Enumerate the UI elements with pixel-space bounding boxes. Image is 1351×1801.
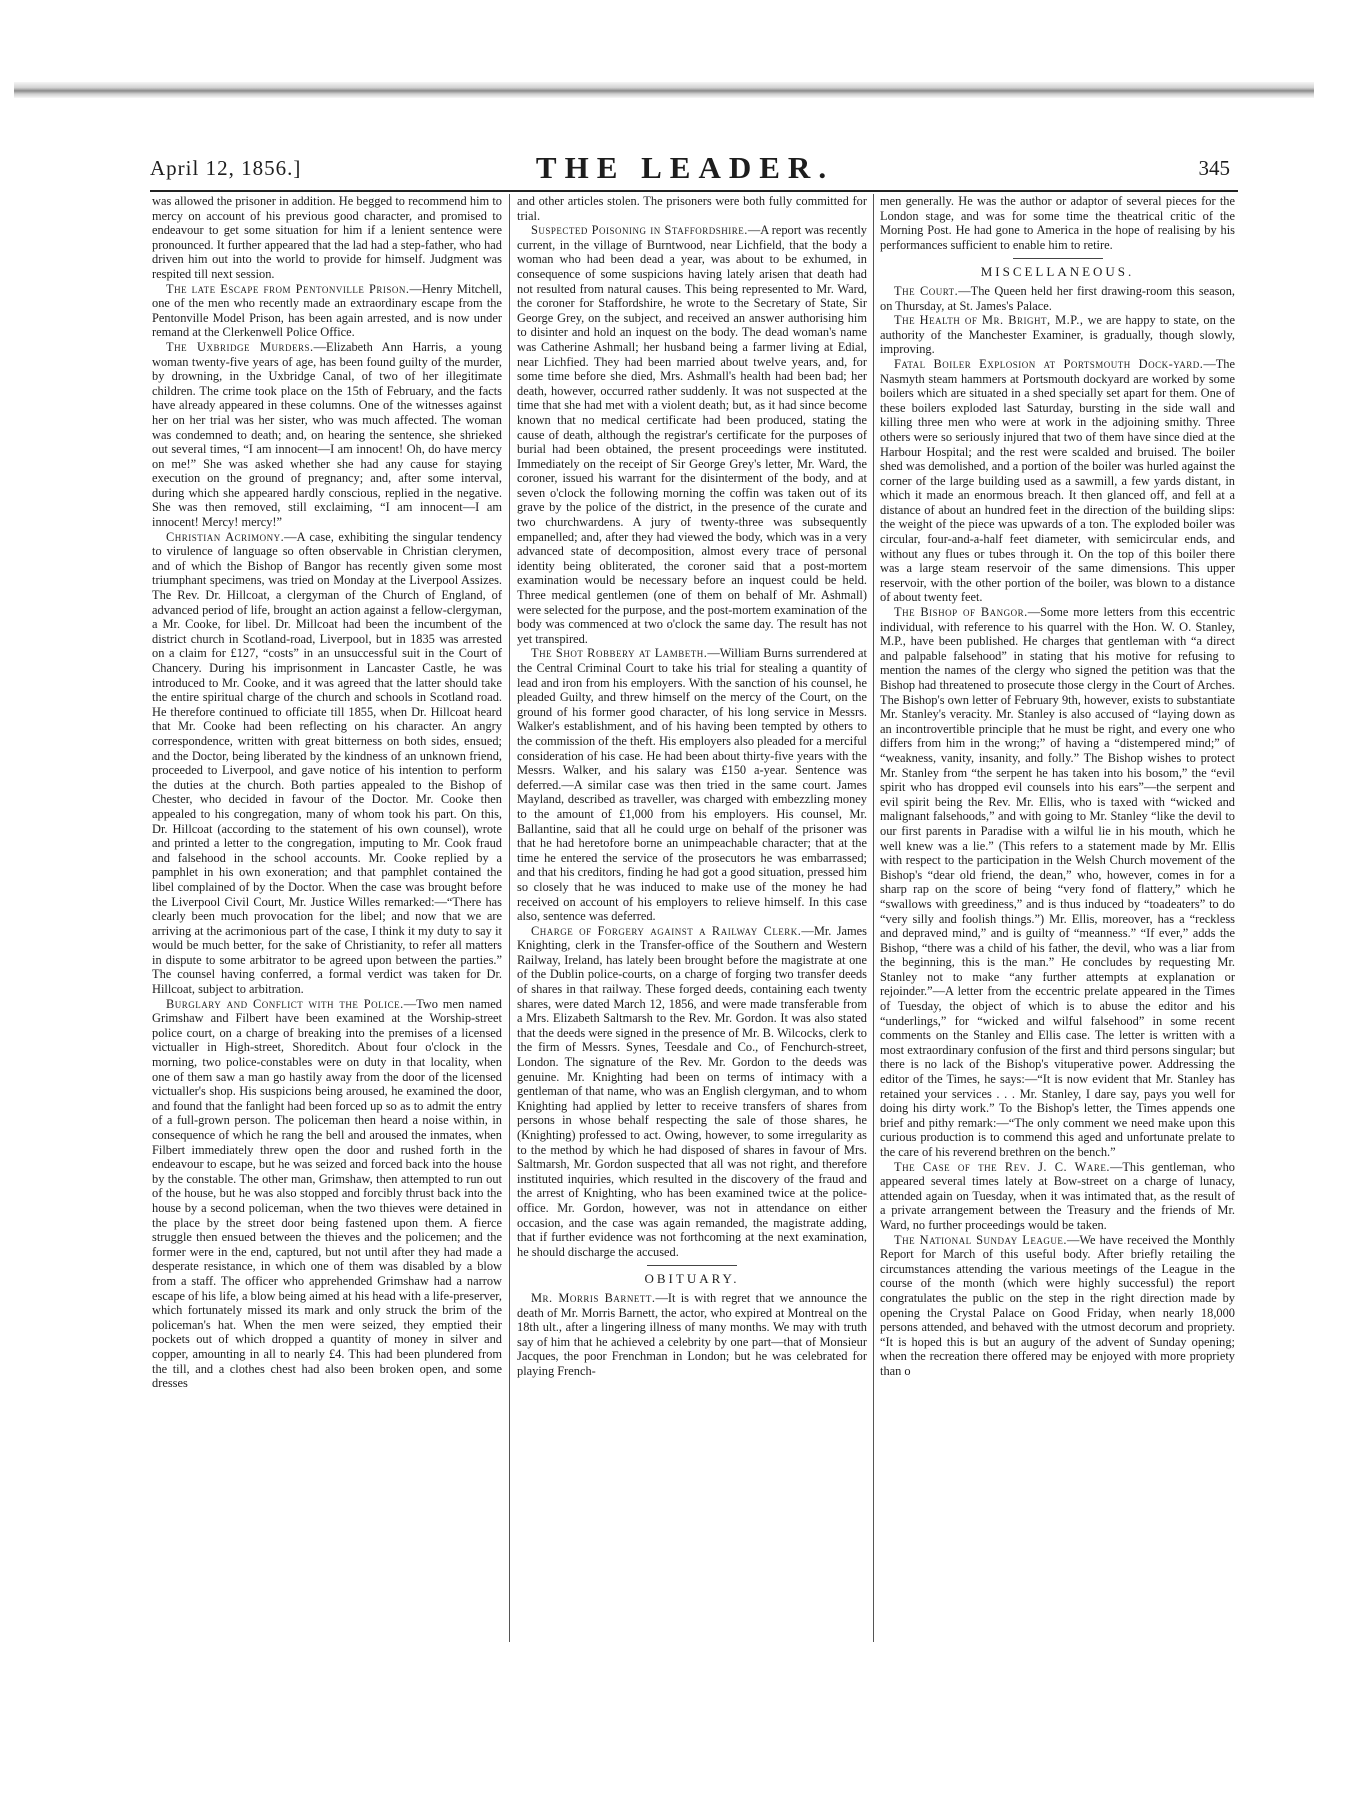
- article-heading: The Bishop of Bangor.: [894, 605, 1028, 620]
- article-paragraph: [517, 646, 867, 923]
- article-text: —Elizabeth Ann Harris, a young woman twenty-five years of age, has been found guilty of the murder, by drowning, in the Uxbridge Canal, of two of her illegitimate children. The crime took place on the 15th of February, and the facts have already appeared in these columns. One of the witnesses against her on her trial was her sister, who was much affected. The woman was condemned to death; and, on hearing the sentence, she shrieked out several times, “I am innocent—I am innocent! Oh, do have mercy on me!” She was asked whether she had any cause for staying execution on the ground of pregnancy; and, after some interval, during which she appeared hardly conscious, replied in the negative. She was then removed, still exclaiming, “I am innocent—I am innocent! Mercy! mercy!”: [152, 339, 502, 530]
- article-paragraph: [880, 313, 1235, 357]
- article-paragraph: and other articles stolen. The prisoners were both fully committed for trial.: [517, 194, 867, 223]
- article-text: —Henry Mitchell, one of the men who recently made an extraordinary escape from the Pentonville Model Prison, has been again arrested, and is now under remand at the Clerkenwell Police Office.: [152, 281, 502, 340]
- miscellaneous-heading: MISCELLANEOUS.: [980, 264, 1135, 280]
- page-number: 345: [1198, 156, 1230, 180]
- column-2: [517, 194, 867, 1644]
- column-divider: [873, 194, 874, 1642]
- column-3: [880, 194, 1235, 1644]
- article-heading: Burglary and Conflict with the Police.: [166, 996, 404, 1011]
- column-divider: [509, 194, 510, 1642]
- article-text: —Mr. James Knighting, clerk in the Transfer-office of the Southern and Western Railway, Ireland, has lately been brought before the magistrate at one of the Dublin police-courts, on a charge of forging two transfer deeds of shares in that railway. These forged deeds, containing each twenty shares, were dated March 12, 1856, and were made transferable from a Mrs. Elizabeth Saltmarsh to the Rev. Mr. Gordon. It was also stated that the deeds were signed in the presence of Mr. B. Wilcocks, clerk to the firm of Messrs. Synes, Teesdale and Co., of Fenchurch-street, London. The signature of the Rev. Mr. Gordon to the deeds was genuine. Mr. Knighting had been on terms of intimacy with a gentleman of that name, who was an English clergyman, and to whom Knighting had applied by letter to receive transfers of shares from persons in whose behalf respecting the sale of those shares, he (Knighting) professed to act. Owing, however, to some irregularity as to the method by which he had disposed of shares in favour of Mrs. Saltmarsh, Mr. Gordon suspected that all was not right, and therefore instituted inquiries, which resulted in the discovery of the fraud and the arrest of Knighting, who has been examined twice at the police-office. Mr. Gordon, however, was not in attendance on either occasion, and the case was again remanded, the magistrate adding, that if further evidence was not forthcoming at the next examination, he should discharge the accused.: [517, 923, 867, 1259]
- article-text: —William Burns surrendered at the Central Criminal Court to take his trial for stealing a quantity of lead and iron from his employers. With the sanction of his counsel, he pleaded Guilty, and threw himself on the mercy of the Court, on the ground of his former good character, of his long service in Messrs. Walker's establishment, and of his having been tempted by others to the commission of the theft. His employers also pleaded for a merciful consideration of his case. He had been about thirty-five years with the Messrs. Walker, and his salary was £150 a-year. Sentence was deferred.—A similar case was then tried in the same court. James Mayland, described as traveller, was charged with embezzling money to the amount of £1,000 from his employers. His counsel, Mr. Ballantine, said that all he could urge on behalf of the prisoner was that he had heretofore borne an unimpeachable character; that at the time he entered the service of the prosecutors he was embarrassed; and that his creditors, finding he had got a good situation, pressed him so closely that he was induced to make use of the money he had received on account of his employers to relieve himself. In this case also, sentence was deferred.: [517, 646, 867, 924]
- article-heading: The Uxbridge Murders.: [166, 339, 314, 354]
- article-heading: The National Sunday League.: [894, 1232, 1067, 1247]
- obituary-heading: OBITUARY.: [644, 1271, 740, 1287]
- article-paragraph: men generally. He was the author or adaptor of several pieces for the London stage, and was for some time the theatrical critic of the Morning Post. He had gone to America in the hope of realising by his performances sufficient to enable him to retire.: [880, 194, 1235, 252]
- article-paragraph: [517, 1291, 867, 1379]
- issue-date: April 12, 1856.]: [150, 156, 302, 180]
- newspaper-title: THE LEADER.: [535, 150, 835, 185]
- article-text: —A case, exhibiting the singular tendency to virulence of language so often observable in Christian clerymen, and of which the Bishop of Bangor has recently given some most triumphant specimens, was tried on Monday at the Liverpool Assizes. The Rev. Dr. Hillcoat, a clergyman of the Church of England, of advanced period of life, brought an action against a fellow-clergyman, a Mr. Cooke, for libel. Dr. Millcoat had been the incumbent of the district church in Scotland-road, Liverpool, but in 1835 was arrested on a claim for £127, “costs” in an unsuccessful suit in the Court of Chancery. During his imprisonment in Lancaster Castle, he was introduced to Mr. Cooke, and it was agreed that the latter should take the entire spiritual charge of the church and schools in Scotland road. He therefore continued to officiate till 1855, when Dr. Hillcoat heard that Mr. Cooke had been reflecting on his character. An angry correspondence, written with great bitterness on both sides, ensued; and the Doctor, being liberated by the kindness of an unknown friend, proceeded to Liverpool, and gave notice of his intention to perform the duties at the church. Both parties appealed to the Bishop of Chester, who decided in favour of the Doctor. Mr. Cooke then appealed to his congregation, many of whom took his part. On this, Dr. Hillcoat (according to the statement of his own counsel), wrote and printed a letter to the congregation, imputing to Mr. Cook fraud and falsehood in the school accounts. Mr. Cooke replied by a pamphlet in his own exoneration; and that pamphlet contained the libel complained of by the Doctor. When the case was brought before the Liverpool Civil Court, Mr. Justice Willes remarked:—“There has clearly been much provocation for the libel; and now that we are arriving at the acrimonious part of the case, I think it my duty to say it would be much better, for the sake of Christianity, to refer all matters in dispute to some arbitrator to be agreed upon between the parties.” The counsel having conferred, a formal verdict was taken for Dr. Hillcoat, subject to arbitration.: [152, 529, 502, 997]
- article-text: —We have received the Monthly Report for March of this useful body. After briefly retailing the circumstances attending the various meetings of the League in the course of the month (which were highly successful) the report congratulates the public on the step in the right direction made by opening the Crystal Palace on Good Friday, when nearly 18,000 persons attended, and behaved with the utmost decorum and propriety. “It is hoped this is but an augury of the advent of Sunday opening; when the recreation there offered may be enjoyed with more propriety than o: [880, 1232, 1235, 1378]
- article-heading: The Court.: [894, 283, 959, 298]
- article-paragraph: [152, 340, 502, 530]
- article-heading: Christian Acrimony.: [166, 529, 285, 544]
- column-1: [152, 194, 502, 1644]
- article-paragraph: [880, 1233, 1235, 1379]
- article-paragraph: [517, 924, 867, 1260]
- article-text: —This gentleman, who appeared several times lately at Bow-street on a charge of lunacy, attended again on Tuesday, when it was intimated that, as the result of a private arrangement between the Treasury and the friends of Mr. Ward, no further proceedings would be taken.: [880, 1159, 1235, 1232]
- article-paragraph: [152, 997, 502, 1391]
- article-paragraph: [880, 605, 1235, 1160]
- article-paragraph: [517, 223, 867, 646]
- masthead-rule: [150, 190, 1238, 192]
- article-paragraph: [152, 282, 502, 340]
- masthead: [150, 150, 1238, 190]
- article-heading: Charge of Forgery against a Railway Clerk.: [531, 923, 802, 938]
- article-text: —The Queen held her first drawing-room this season, on Thursday, at St. James's Palace.: [880, 283, 1235, 313]
- section-rule: [647, 1265, 737, 1266]
- article-heading: Fatal Boiler Explosion at Portsmouth Dock-yard.: [894, 356, 1204, 371]
- article-paragraph: [152, 530, 502, 997]
- article-heading: The late Escape from Pentonville Prison.: [166, 281, 410, 296]
- article-text: we are happy to state, on the authority of the Manchester Examiner, is gradually, though slowly, improving.: [880, 313, 1235, 357]
- section-rule: [1013, 258, 1103, 259]
- article-text: —It is with regret that we announce the death of Mr. Morris Barnett, the actor, who expired at Montreal on the 18th ult., after a lingering illness of many months. We may with truth say of him that he achieved a celebrity by one part—that of Monsieur Jacques, the poor Frenchman in London; but he was celebrated for playing French-: [517, 1290, 867, 1378]
- article-text: —Some more letters from this eccentric individual, with reference to his quarrel with the Hon. W. O. Stanley, M.P., have been published. He charges that gentleman with “a direct and palpable falsehood” in stating that his motive for refusing to mention the names of the clergy who signed the petition was that the Bishop had threatened to prosecute those clergy in the Court of Arches. The Bishop's own letter of February 9th, however, exists to substantiate Mr. Stanley's veracity. Mr. Stanley is also accused of “laying down as an incontrovertible principle that he must be right, and every one who differs from him in the wrong;” of having a “distempered mind;” of “weakness, vanity, insanity, and folly.” The Bishop wishes to protect Mr. Stanley from “the serpent he has taken into his bosom,” the “evil spirit who has dropped evil counsels into his ears”—the serpent and evil spirit being the Rev. Mr. Ellis, who is taxed with “wicked and malignant falsehoods,” and with going to Mr. Stanley “like the devil to our first parents in Paradise with a wilful lie in his mouth, which he well knew was a lie.” (This refers to a statement made by Mr. Ellis with respect to the participation in the Welsh Church movement of the Bishop's “dear old friend, the dean,” who, however, comes in for a sharp rap on the score of being “very fond of flattery,” which he “swallows with greediness,” and is thus induced by “toadeaters” to do “very silly and foolish things.”) Mr. Ellis, moreover, has a “reckless and depraved mind,” and is guilty of “meanness.” “If ever,” adds the Bishop, “there was a child of his father, the devil, who was a liar from the beginning, this is the man.” He concludes by requesting Mr. Stanley not to make “any further attempts at explanation or rejoinder.”—A letter from the eccentric prelate appeared in the Times of Tuesday, the object of which is to abuse the editor and his “underlings,” for “wicked and wilful falsehood” in some recent comments on the Stanley and Ellis case. The letter is written with a most extraordinary confusion of the first and third persons singular; but there is no lack of the Bishop's vituperative power. Addressing the editor of the Times, he says:—“It is now evident that Mr. Stanley has retained your services . . . Mr. Stanley, I dare say, pays you well for doing his dirty work.” To the Bishop's letter, the Times appends one brief and pithy remark:—“The only comment we need make upon this curious production is to commend this aged and unfortunate prelate to the care of his reverend brethren on the bench.”: [880, 605, 1235, 1159]
- article-text: —A report was recently current, in the village of Burntwood, near Lichfield, that the body a woman who had been dead a year, was about to be exhumed, in consequence of some suspicions having lately arisen that death had not resulted from natural causes. This being represented to Mr. Ward, the coroner for Staffordshire, he wrote to the Secretary of State, Sir George Grey, on the subject, and received an answer authorising him to disinter and hold an inquest on the body. The dead woman's name was Catherine Ashmall; her husband being a farmer living at Edial, near Lichfied. They had been married about twelve years, and, for some time before she died, Mrs. Ashmall's health had been bad; her death, however, occurred rather suddenly. It was not suspected at the time that she had met with a violent death; but, as it had since become known that no medical certificate had been produced, stating the cause of death, although the registrar's certificate for the purposes of burial had been obtained, the present proceedings were instituted. Immediately on the receipt of Sir George Grey's letter, Mr. Ward, the coroner, issued his warrant for the disinterment of the body, and at seven o'clock the following morning the coffin was taken out of its grave by the police of the district, in the presence of the curate and two churchwardens. A jury of twenty-three was subsequently empanelled; and, after they had viewed the body, which was in a very advanced state of decomposition, almost every trace of personal identity being obliterated, the coroner said that a post-mortem examination would be necessary before an inquest could be held. Three medical gentlemen (one of them on behalf of Mr. Ashmall) were selected for the purpose, and the post-mortem examination of the body was commenced at two o'clock the same day. The result has not yet transpired.: [517, 223, 867, 646]
- article-text: —Two men named Grimshaw and Filbert have been examined at the Worship-street police court, on a charge of breaking into the premises of a licensed victualler in High-street, Shoreditch. About four o'clock in the morning, two police-constables were on duty in that locality, when one of them saw a man go hastily away from the door of the licensed victualler's shop. His suspicions being aroused, he examined the door, and found that the fanlight had been forced up so as to admit the entry of a full-grown person. The policeman then heard a noise within, in consequence of which he rang the bell and aroused the inmates, when Filbert immediately threw open the door and rushed forth in the endeavour to escape, but he was seized and forced back into the house by the constable. The other man, Grimshaw, then attempted to run out of the house, but he was also stopped and forcibly thrust back into the house by a second policeman, when the two thieves were detained in the place by the street door being fastened upon them. A fierce struggle then ensued between the thieves and the policemen; and the former were in the end, captured, but not until after they had made a desperate resistance, in which one of them was disabled by a blow from a staff. The officer who apprehended Grimshaw had a narrow escape of his life, a blow being aimed at his head with a life-preserver, which fortunately missed its mark and only struck the brim of the policeman's hat. When the men were seized, they emptied their pockets out of which dropped a quantity of money in silver and copper, amounting in all to nearly £4. This had been plundered from the till, and a clothes chest had also been broken open, and some dresses: [152, 996, 502, 1391]
- article-heading: The Case of the Rev. J. C. Ware.: [894, 1159, 1110, 1174]
- scan-artifact-band: [14, 82, 1314, 98]
- article-heading: Mr. Morris Barnett.: [531, 1290, 656, 1305]
- article-paragraph: [880, 1160, 1235, 1233]
- article-heading: The Health of Mr. Bright, M.P.,: [894, 313, 1084, 328]
- article-paragraph: [880, 284, 1235, 313]
- article-heading: Suspected Poisoning in Staffordshire.: [531, 223, 748, 238]
- article-text: —The Nasmyth steam hammers at Portsmouth dockyard are worked by some boilers which are situated in a shed specially set apart for them. One of these boilers exploded last Saturday, bursting in the side wall and killing three men who were at work in the adjoining smithy. Three others were so seriously injured that two of them have since died at the Harbour Hospital; and the rest were scalded and bruised. The boiler shed was demolished, and a portion of the boiler was hurled against the corner of the large building used as a sawmill, a few yards distant, in which it made an enormous breach. It then glanced off, and fell at a distance of about an hundred feet in the direction of the building slips: the weight of the piece was upwards of a ton. The exploded boiler was circular, four-and-a-half feet diameter, with semicircular ends, and without any flues or tubes through it. On the top of this boiler there was a large steam reservoir of the same dimensions. This upper reservoir, with the other portion of the boiler, was blown to a distance of about twenty feet.: [880, 356, 1235, 605]
- article-paragraph: was allowed the prisoner in addition. He begged to recommend him to mercy on account of his previous good character, and promised to endeavour to get some situation for him if a lenient sentence were pronounced. It further appeared that the lad had a step-father, who had driven him out into the world to provide for himself. Judgment was respited till next session.: [152, 194, 502, 281]
- article-paragraph: [880, 357, 1235, 605]
- article-heading: The Shot Robbery at Lambeth.: [531, 646, 708, 661]
